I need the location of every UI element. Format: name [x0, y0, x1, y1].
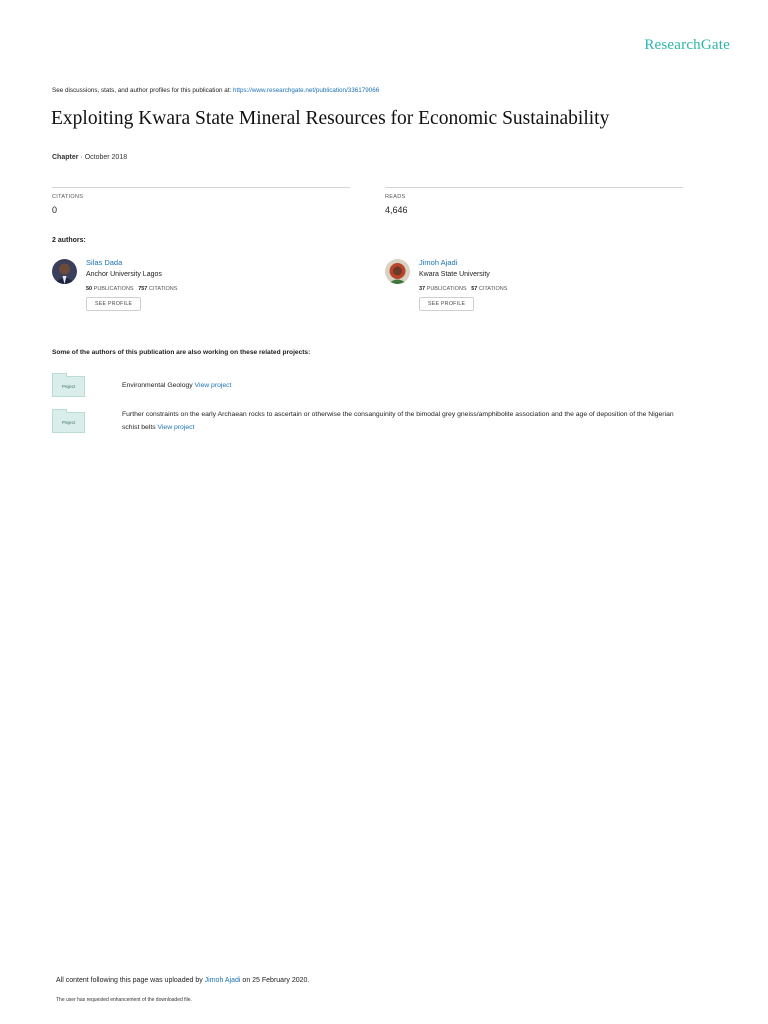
upload-prefix: All content following this page was uploaded by	[56, 977, 203, 984]
citations-value: 0	[52, 205, 58, 215]
avatar-photo-icon	[52, 259, 77, 284]
see-profile-button[interactable]: SEE PROFILE	[419, 297, 474, 311]
author-citations-count: 57	[471, 286, 478, 292]
uploader-link[interactable]: Jimoh Ajadi	[204, 977, 241, 984]
view-project-link[interactable]: View project	[194, 382, 232, 389]
publication-source-line	[52, 87, 379, 94]
project-description	[122, 408, 692, 434]
author-institution: Anchor University Lagos	[86, 271, 162, 278]
publication-url-link[interactable]: https://www.researchgate.net/publication/336179066	[232, 87, 380, 94]
author-avatar[interactable]	[52, 259, 77, 284]
citations-stat	[52, 187, 350, 215]
reads-label: READS	[385, 194, 406, 200]
author-citations-count: 757	[138, 286, 148, 292]
author-info	[419, 258, 507, 311]
authors-heading: 2 authors:	[52, 237, 86, 244]
project-title: Further constraints on the early Archaean rocks to ascertain or otherwise the consanguinity of the bimodal grey gneiss/amphibolite association and the age of deposition of the Nigerian schist belts	[122, 411, 674, 431]
see-discussions-text: See discussions, stats, and author profiles for this publication at:	[52, 87, 232, 94]
reads-stat	[385, 187, 683, 215]
author-citations-label: CITATIONS	[148, 286, 178, 292]
publication-type: Chapter	[52, 154, 79, 161]
author-stats	[419, 286, 507, 292]
author-name-link[interactable]: Silas Dada	[86, 258, 123, 267]
enhancement-note: The user has requested enhancement of the downloaded file.	[56, 997, 192, 1003]
author-name-link[interactable]: Jimoh Ajadi	[419, 258, 458, 267]
author-publications-count: 37	[419, 286, 426, 292]
author-publications-count: 50	[86, 286, 93, 292]
author-institution: Kwara State University	[419, 271, 490, 278]
view-project-link[interactable]: View project	[157, 424, 195, 431]
project-title: Environmental Geology	[122, 382, 193, 389]
upload-note	[56, 977, 309, 984]
upload-suffix: on 25 February 2020.	[242, 977, 310, 984]
author-stats	[86, 286, 177, 292]
author-publications-label: PUBLICATIONS	[93, 286, 134, 292]
researchgate-logo[interactable]: ResearchGate	[644, 37, 730, 53]
reads-value: 4,646	[385, 205, 408, 215]
avatar-photo-icon	[385, 259, 410, 284]
related-projects-heading: Some of the authors of this publication are also working on these related projects:	[52, 349, 311, 356]
author-avatar[interactable]	[385, 259, 410, 284]
author-info	[86, 258, 177, 311]
author-publications-label: PUBLICATIONS	[426, 286, 467, 292]
project-folder-icon[interactable]: Project	[52, 412, 85, 433]
publication-meta	[52, 154, 127, 161]
see-profile-button[interactable]: SEE PROFILE	[86, 297, 141, 311]
meta-separator: ·	[78, 154, 85, 161]
author-citations-label: CITATIONS	[478, 286, 508, 292]
citations-label: CITATIONS	[52, 194, 84, 200]
publication-date: October 2018	[84, 154, 128, 161]
publication-title: Exploiting Kwara State Mineral Resources for Economic Sustainability	[51, 108, 610, 129]
project-description	[122, 379, 692, 392]
project-folder-icon[interactable]: Project	[52, 376, 85, 397]
